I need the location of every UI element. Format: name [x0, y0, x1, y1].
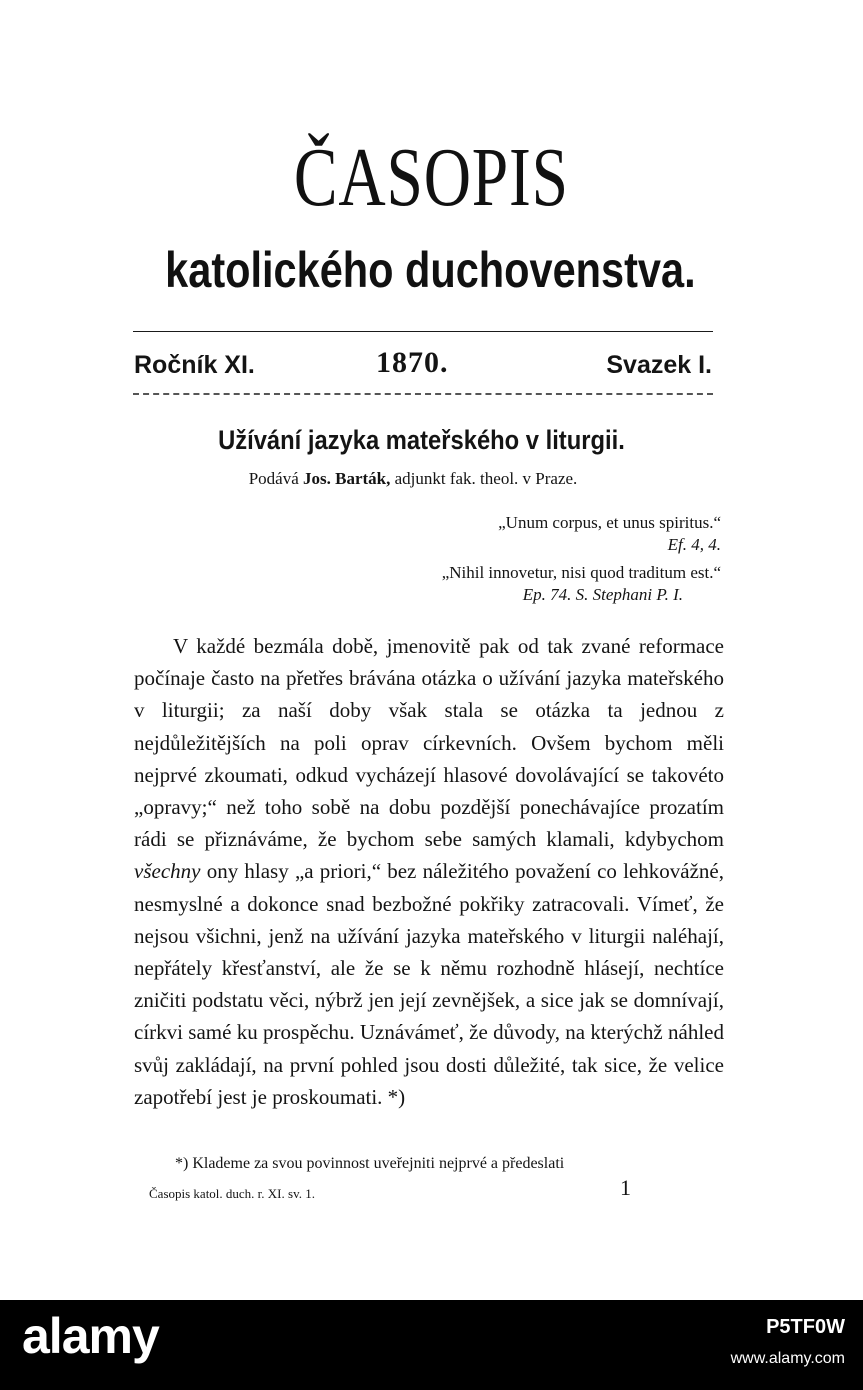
page-number: 1	[620, 1175, 631, 1200]
page-signature: Časopis katol. duch. r. XI. sv. 1.	[149, 1186, 315, 1201]
epigraph-quote: „Unum corpus, et unus spiritus.“	[498, 513, 721, 532]
epigraph-source: Ef. 4, 4.	[667, 535, 721, 554]
alamy-logo: alamy	[22, 1308, 159, 1364]
masthead-bottom-rule	[133, 393, 713, 395]
masthead-top-rule	[133, 331, 713, 332]
image-id: P5TF0W	[766, 1316, 845, 1338]
body-paragraph	[134, 630, 724, 1113]
volume-label: Ročník XI.	[134, 351, 255, 379]
author-name: Jos. Barták,	[302, 469, 391, 488]
article-byline	[0, 468, 826, 490]
epigraph-source: Ep. 74. S. Stephani P. I.	[522, 585, 683, 604]
body-text: ony hlasy „a priori,“ bez náležitého považení co lehkovážné, nesmyslné a dokonce snad bezbožné pokřiky zatracovali. Vímeť, že nejsou všichni, jenž na užívání jazyka mateřského v liturgii naléhají, nepřátely křesťanství, ale že se k němu rozhodně hlásejí, nechtíce zničiti podstatu věci, nýbrž jen její zevnějšek, a sice jak se domnívají, církvi samé ku prospěchu. Uznávámeť, že důvody, na kterýchž náhled svůj zakládají, na první pohled jsou dosti důležité, tak sice, že velice zapotřebí jest je proskoumati. *)	[134, 859, 725, 1109]
year-label: 1870.	[376, 346, 449, 379]
author-title: adjunkt fak. theol. v Praze.	[394, 469, 578, 488]
body-emphasis: všechny	[134, 859, 201, 884]
journal-subtitle: katolického duchovenstva.	[165, 242, 696, 298]
epigraph-quote: „Nihil innovetur, nisi quod traditum est.“	[441, 563, 721, 582]
watermark-url: www.alamy.com	[730, 1350, 845, 1367]
body-text: V každé bezmála době, jmenovitě pak od tak zvané reformace počínaje často na přetřes brávána otázka o užívání jazyka mateřského v liturgii; za naší doby však stala se otázka ta jednou z nejdůležitějších na poli oprav církevních. Ovšem bychom měli nejprvé zkoumati, odkud vycházejí hlasové dovolávající se takovéto „opravy;“ než toho sobě na dobu pozdější ponechávajíce prozatím rádi se přiznáváme, že bychom sebe samých klamali, kdybychom	[134, 634, 724, 852]
article-title: Užívání jazyka mateřského v liturgii.	[218, 425, 625, 455]
footnote: *) Klademe za svou povinnost uveřejniti nejprvé a předeslati	[175, 1155, 565, 1172]
byline-prefix: Podává	[248, 469, 299, 488]
issue-label: Svazek I.	[606, 351, 712, 379]
journal-title: ČASOPIS	[293, 131, 569, 224]
article-body	[134, 630, 724, 1113]
